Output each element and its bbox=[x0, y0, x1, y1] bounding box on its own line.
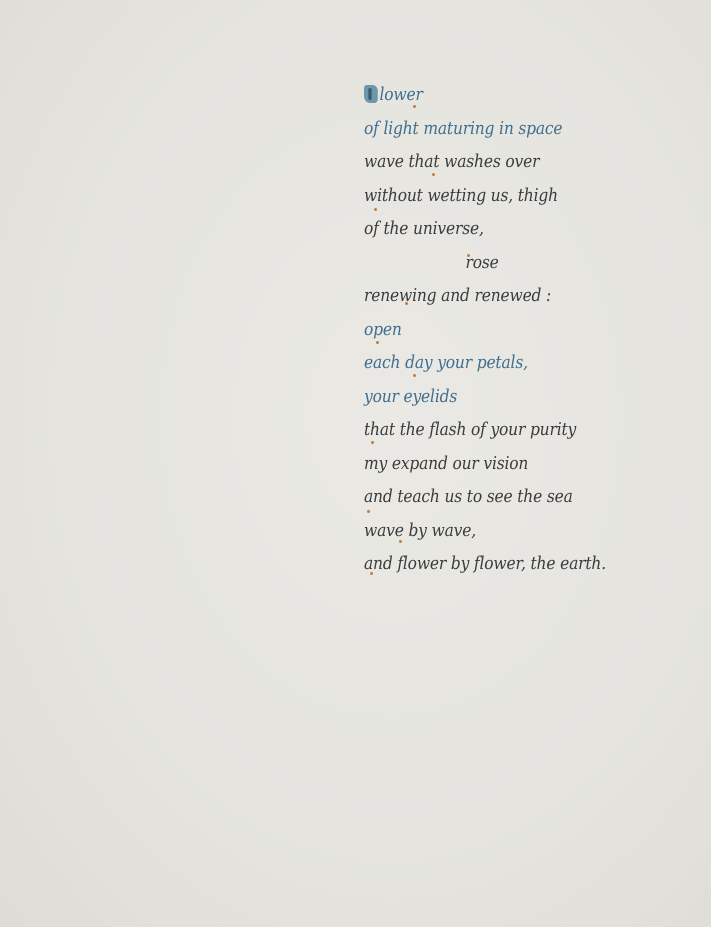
poem-line: renewing and renewed : bbox=[364, 285, 552, 306]
poem-line: wave by wave, bbox=[364, 519, 476, 541]
illuminated-initial-icon bbox=[364, 85, 378, 103]
poem-line: wave that washes over bbox=[364, 151, 540, 172]
poem-line bbox=[364, 78, 648, 112]
poem-line: without wetting us, thigh bbox=[364, 184, 558, 206]
poem-line: open bbox=[364, 318, 402, 340]
poem-line: and flower by flower, the earth. bbox=[364, 553, 606, 574]
poem-line: that the flash of your purity bbox=[364, 419, 577, 440]
poem-line: each day your petals, bbox=[364, 352, 528, 373]
poem-line: your eyelids bbox=[364, 385, 458, 407]
poem-line-text: lower bbox=[379, 84, 423, 105]
poem-text bbox=[364, 78, 694, 581]
poem-line: and teach us to see the sea bbox=[364, 486, 573, 507]
poem-line: rose bbox=[465, 251, 499, 273]
poem-line: of the universe, bbox=[364, 218, 484, 239]
poem-line: of light maturing in space bbox=[364, 117, 563, 139]
poem-line: my expand our vision bbox=[364, 452, 529, 474]
